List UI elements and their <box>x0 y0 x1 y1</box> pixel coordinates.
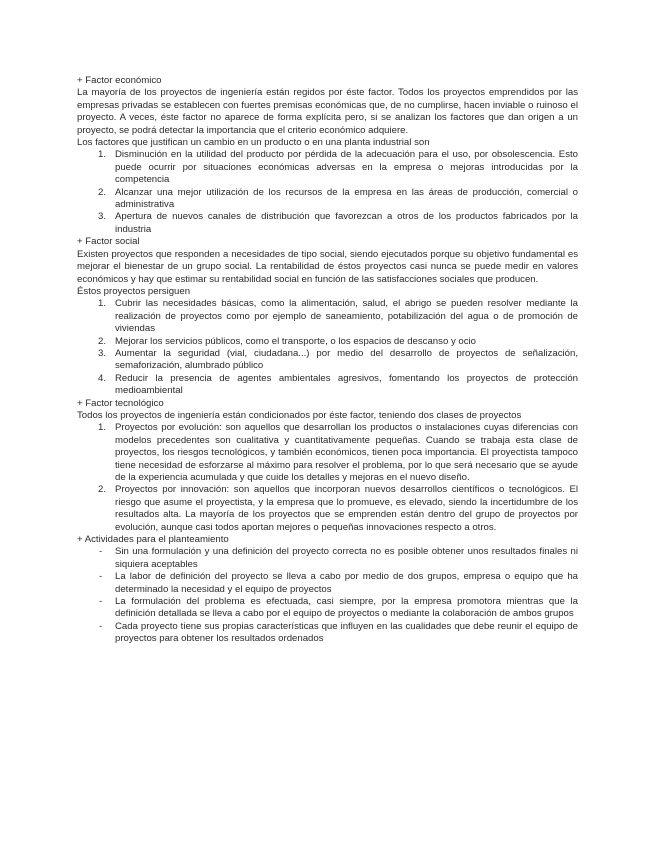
dash-list <box>77 546 578 645</box>
list-number: 2. <box>98 335 107 347</box>
list-item-text: Alcanzar una mejor utilización de los recursos de la empresa en las áreas de producción, comercial o administrativa <box>115 186 578 211</box>
list-item <box>77 149 578 186</box>
list-intro: Los factores que justifican un cambio en un producto o en una planta industrial son <box>77 137 430 149</box>
numbered-list <box>77 149 578 236</box>
list-item <box>77 187 578 212</box>
list-intro: Éstos proyectos persiguen <box>77 285 191 297</box>
list-dash: - <box>99 571 103 583</box>
section-factor-social <box>77 236 578 397</box>
list-item-text: La formulación del problema es efectuada, casi siempre, por la empresa promotora mientras que la definición detallada se lleva a cabo por el equipo de proyectos o mediante la colaboración de ambos grupos <box>115 596 578 620</box>
list-dash: - <box>99 620 103 632</box>
list-item <box>77 571 578 596</box>
list-item <box>77 621 578 646</box>
list-item-text: La labor de definición del proyecto se lleva a cabo por medio de dos grupos, empresa o equipo que ha determinado la necesidad y el equipo de proyectos <box>115 571 578 595</box>
list-number: 3. <box>98 211 107 223</box>
list-item-text: Reducir la presencia de agentes ambientales agresivos, fomentando los proyectos de protección medioambiental <box>115 372 578 397</box>
section-factor-tecnologico <box>77 398 578 534</box>
list-item-text: Cubrir las necesidades básicas, como la alimentación, salud, el abrigo se pueden resolver mediante la realización de proyectos como por ejemplo de saneamiento, potabilización del agua o de promoción de viviendas <box>115 298 578 335</box>
list-number: 1. <box>98 149 107 161</box>
list-item-text: Aumentar la seguridad (vial, ciudadana...) por medio del desarrollo de proyectos de señalización, semaforización, alumbrado público <box>115 347 578 372</box>
section-heading: + Factor tecnológico <box>77 397 164 409</box>
list-item <box>77 596 578 621</box>
numbered-list <box>77 298 578 397</box>
numbered-list <box>77 422 578 534</box>
list-number: 3. <box>98 347 107 359</box>
section-paragraph: Existen proyectos que responden a necesidades de tipo social, siendo ejecutados porque su objetivo fundamental es mejorar el bienestar de un grupo social. La rentabilidad de éstos proyectos casi nunca se puede medir en valores económicos y hay que estimar su rentabilidad social en función de las satisfacciones sociales que producen. <box>77 248 578 285</box>
list-item <box>77 373 578 398</box>
list-item-text: Disminución en la utilidad del producto por pérdida de la adecuación para el uso, por obsolescencia. Esto puede ocurrir por situaciones económicas adversas en la empresa o mejoras introducidas por la competencia <box>115 149 578 186</box>
list-number: 2. <box>98 484 107 496</box>
list-number: 1. <box>98 298 107 310</box>
list-intro: Todos los proyectos de ingeniería están condicionados por éste factor, teniendo dos clases de proyectos <box>77 409 522 421</box>
list-number: 2. <box>98 186 107 198</box>
document-page <box>77 75 578 646</box>
list-item-text: Proyectos por innovación: son aquellos que incorporan nuevos desarrollos científicos o tecnológicos. El riesgo que asume el proyectista, y la empresa que lo promueve, es elevado, siendo la incertidumbre de los resultados alta. La mayoría de los proyectos que se emprenden están dentro del grupo de proyectos por evolución, aunque casi todos aportan mejores o pequeñas innovaciones respecto a otros. <box>115 484 578 533</box>
list-item <box>77 336 578 348</box>
list-item <box>77 422 578 484</box>
list-dash: - <box>99 546 103 558</box>
list-item-text: Mejorar los servicios públicos, como el transporte, o los espacios de descanso y ocio <box>115 335 477 347</box>
list-item-text: Apertura de nuevos canales de distribución que favorezcan a otros de los productos fabricados por la industria <box>115 211 578 235</box>
section-actividades-planteamiento <box>77 534 578 646</box>
list-dash: - <box>99 596 103 608</box>
section-paragraph: La mayoría de los proyectos de ingeniería están regidos por éste factor. Todos los proyectos emprendidos por las empresas privadas se establecen con fuertes premisas económicas que, de no cumplirse, hacen inviable o ruinoso el proyecto. A veces, éste factor no aparece de forma explícita pero, si se analizan los factores que dan origen a un proyecto, se podrá detectar la importancia que el criterio económico adquiere. <box>77 87 578 136</box>
list-item <box>77 211 578 236</box>
list-item <box>77 348 578 373</box>
list-item <box>77 484 578 534</box>
list-item-text: Cada proyecto tiene sus propias características que influyen en las cualidades que debe reunir el equipo de proyectos para obtener los resultados ordenados <box>115 620 578 645</box>
list-item-text: Proyectos por evolución: son aquellos que desarrollan los productos o instalaciones cuyas diferencias con modelos precedentes son cualitativa y cuantitativamente pequeñas. Cuando se trabaja esta clase de proyectos, los riesgos tecnológicos, y también económicos, tienen poca importancia. El proyectista tampoco tiene necesidad de esforzarse al máximo para resolver el problema, por lo que será necesario que se ayude de la experiencia acumulada y que cuide los detalles y mejoras en el nuevo diseño. <box>115 422 578 483</box>
list-number: 1. <box>98 422 107 434</box>
list-item-text: Sin una formulación y una definición del proyecto correcta no es posible obtener unos resultados finales ni siquiera aceptables <box>115 546 578 570</box>
list-item <box>77 546 578 571</box>
list-item <box>77 298 578 335</box>
section-factor-economico <box>77 75 578 236</box>
section-heading: + Factor económico <box>77 75 162 86</box>
section-heading: + Actividades para el planteamiento <box>77 534 229 546</box>
list-number: 4. <box>98 372 107 384</box>
section-heading: + Factor social <box>77 236 140 248</box>
